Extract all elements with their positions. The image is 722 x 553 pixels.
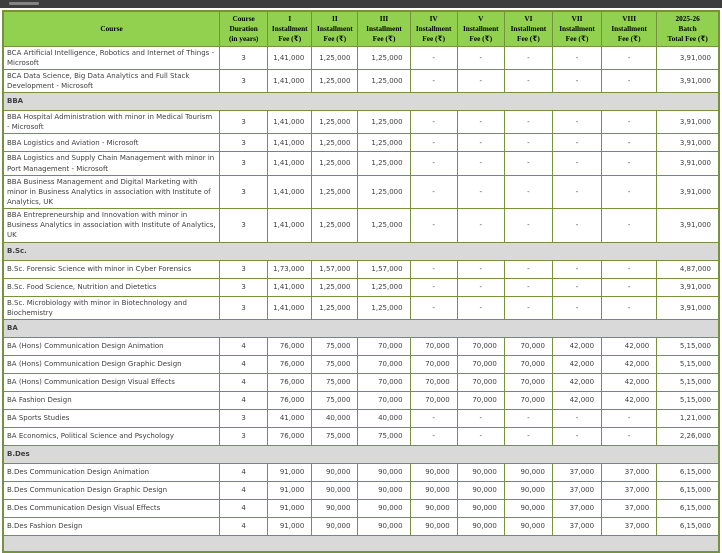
installment-fee-cell-5: 90,000 — [457, 517, 504, 535]
course-name-cell: BA Fashion Design — [3, 391, 220, 409]
duration-cell: 4 — [220, 337, 268, 355]
total-fee-cell: 4,87,000 — [657, 260, 719, 278]
installment-fee-cell-5: - — [457, 175, 504, 208]
column-header-line: Fee (₹) — [617, 33, 641, 43]
installment-fee-cell-6: - — [504, 278, 552, 296]
column-header-inst-1 — [268, 11, 312, 46]
installment-fee-cell-2: 90,000 — [312, 517, 358, 535]
course-name-cell: BA (Hons) Communication Design Graphic Design — [3, 355, 220, 373]
installment-fee-cell-6: - — [504, 209, 552, 242]
installment-fee-cell-2: 1,25,000 — [312, 209, 358, 242]
column-header-inst-4 — [410, 11, 457, 46]
installment-fee-cell-3: 1,25,000 — [358, 134, 410, 152]
installment-fee-cell-3: 90,000 — [358, 463, 410, 481]
installment-fee-cell-6: - — [504, 69, 552, 92]
column-header-line: Fee (₹) — [278, 33, 302, 43]
installment-fee-cell-7: - — [552, 111, 601, 134]
table-header — [3, 11, 719, 46]
column-header-line: VII — [571, 14, 583, 23]
installment-fee-cell-5: - — [457, 278, 504, 296]
section-row — [3, 319, 719, 337]
installment-fee-cell-7: - — [552, 427, 601, 445]
installment-fee-cell-7: 42,000 — [552, 337, 601, 355]
installment-fee-cell-3: 1,57,000 — [358, 260, 410, 278]
installment-fee-cell-6: 70,000 — [504, 391, 552, 409]
total-fee-cell: 3,91,000 — [657, 111, 719, 134]
installment-fee-cell-3: 90,000 — [358, 499, 410, 517]
installment-fee-cell-2: 75,000 — [312, 337, 358, 355]
total-fee-cell: 5,15,000 — [657, 337, 719, 355]
installment-fee-cell-4: - — [410, 175, 457, 208]
installment-fee-cell-1: 91,000 — [268, 463, 312, 481]
installment-fee-cell-3: 90,000 — [358, 481, 410, 499]
installment-fee-cell-1: 1,41,000 — [268, 278, 312, 296]
installment-fee-cell-1: 91,000 — [268, 499, 312, 517]
installment-fee-cell-5: - — [457, 260, 504, 278]
column-header-line: Course — [100, 23, 123, 33]
partial-section-row — [3, 535, 719, 552]
installment-fee-cell-4: - — [410, 427, 457, 445]
duration-cell: 4 — [220, 463, 268, 481]
course-name-cell: BBA Logistics and Supply Chain Management with minor in Port Management - Microsoft — [3, 152, 220, 175]
installment-fee-cell-7: - — [552, 278, 601, 296]
column-header-line: Installment — [415, 23, 452, 33]
partial-section-cell — [3, 535, 719, 552]
installment-fee-cell-8: - — [602, 296, 657, 319]
total-fee-cell: 3,91,000 — [657, 209, 719, 242]
installment-fee-cell-8: - — [602, 111, 657, 134]
installment-fee-cell-7: 37,000 — [552, 463, 601, 481]
duration-cell: 3 — [220, 134, 268, 152]
column-header-line: I — [288, 14, 292, 23]
installment-fee-cell-2: 40,000 — [312, 409, 358, 427]
installment-fee-cell-5: - — [457, 409, 504, 427]
installment-fee-cell-6: 90,000 — [504, 499, 552, 517]
installment-fee-cell-5: 90,000 — [457, 463, 504, 481]
installment-fee-cell-3: 1,25,000 — [358, 209, 410, 242]
installment-fee-cell-4: 70,000 — [410, 391, 457, 409]
duration-cell: 4 — [220, 481, 268, 499]
installment-fee-cell-5: 90,000 — [457, 481, 504, 499]
installment-fee-cell-7: 37,000 — [552, 481, 601, 499]
column-header-line: V — [478, 14, 484, 23]
course-row — [3, 409, 719, 427]
column-header-line: Batch — [678, 23, 697, 33]
installment-fee-cell-2: 75,000 — [312, 427, 358, 445]
installment-fee-cell-5: - — [457, 152, 504, 175]
installment-fee-cell-3: 1,25,000 — [358, 175, 410, 208]
installment-fee-cell-5: - — [457, 134, 504, 152]
course-row — [3, 46, 719, 69]
course-name-cell: BBA Business Management and Digital Marketing with minor in Business Analytics in association with Institute of Analytics, UK — [3, 175, 220, 208]
installment-fee-cell-8: 37,000 — [602, 499, 657, 517]
column-header-line: Fee (₹) — [372, 33, 396, 43]
course-name-cell: B.Sc. Forensic Science with minor in Cyber Forensics — [3, 260, 220, 278]
column-header-line: Fee (₹) — [323, 33, 347, 43]
installment-fee-cell-7: - — [552, 260, 601, 278]
duration-cell: 4 — [220, 355, 268, 373]
duration-cell: 3 — [220, 278, 268, 296]
installment-fee-cell-3: 1,25,000 — [358, 69, 410, 92]
installment-fee-cell-8: 42,000 — [602, 391, 657, 409]
course-name-cell: B.Des Fashion Design — [3, 517, 220, 535]
installment-fee-cell-6: - — [504, 409, 552, 427]
installment-fee-cell-4: - — [410, 260, 457, 278]
installment-fee-cell-1: 1,41,000 — [268, 296, 312, 319]
table-body — [3, 46, 719, 552]
viewer-top-bar — [0, 0, 722, 8]
installment-fee-cell-3: 1,25,000 — [358, 278, 410, 296]
total-fee-cell: 6,15,000 — [657, 481, 719, 499]
installment-fee-cell-1: 1,41,000 — [268, 152, 312, 175]
duration-cell: 3 — [220, 260, 268, 278]
course-fee-table — [2, 10, 720, 553]
installment-fee-cell-2: 1,57,000 — [312, 260, 358, 278]
installment-fee-cell-5: - — [457, 69, 504, 92]
duration-cell: 4 — [220, 499, 268, 517]
course-row — [3, 296, 719, 319]
duration-cell: 3 — [220, 46, 268, 69]
installment-fee-cell-1: 76,000 — [268, 373, 312, 391]
duration-cell: 3 — [220, 175, 268, 208]
installment-fee-cell-8: 37,000 — [602, 517, 657, 535]
section-label: BBA — [3, 93, 719, 111]
course-name-cell: B.Des Communication Design Visual Effects — [3, 499, 220, 517]
duration-cell: 3 — [220, 152, 268, 175]
course-row — [3, 260, 719, 278]
column-header-line: Installment — [611, 23, 647, 33]
installment-fee-cell-6: - — [504, 46, 552, 69]
installment-fee-cell-6: - — [504, 427, 552, 445]
installment-fee-cell-3: 40,000 — [358, 409, 410, 427]
installment-fee-cell-1: 91,000 — [268, 517, 312, 535]
installment-fee-cell-2: 1,25,000 — [312, 134, 358, 152]
course-row — [3, 209, 719, 242]
column-header-course — [3, 11, 220, 46]
duration-cell: 3 — [220, 296, 268, 319]
installment-fee-cell-6: 70,000 — [504, 355, 552, 373]
column-header-inst-2 — [312, 11, 358, 46]
total-fee-cell: 6,15,000 — [657, 499, 719, 517]
column-header-line: VI — [524, 14, 533, 23]
installment-fee-cell-4: - — [410, 409, 457, 427]
viewer-top-bar-artifact — [9, 2, 39, 5]
section-row — [3, 242, 719, 260]
column-header-line: Fee (₹) — [469, 33, 493, 43]
course-row — [3, 427, 719, 445]
installment-fee-cell-8: 42,000 — [602, 355, 657, 373]
course-row — [3, 481, 719, 499]
installment-fee-cell-2: 75,000 — [312, 373, 358, 391]
installment-fee-cell-4: 70,000 — [410, 373, 457, 391]
course-row — [3, 373, 719, 391]
installment-fee-cell-2: 90,000 — [312, 481, 358, 499]
column-header-line: Fee (₹) — [422, 33, 445, 43]
installment-fee-cell-1: 1,41,000 — [268, 134, 312, 152]
installment-fee-cell-2: 1,25,000 — [312, 296, 358, 319]
column-header-line: (in years) — [228, 33, 259, 43]
total-fee-cell: 1,21,000 — [657, 409, 719, 427]
installment-fee-cell-8: - — [602, 278, 657, 296]
course-row — [3, 463, 719, 481]
installment-fee-cell-8: - — [602, 175, 657, 208]
installment-fee-cell-5: - — [457, 46, 504, 69]
installment-fee-cell-3: 70,000 — [358, 355, 410, 373]
column-header-inst-6 — [504, 11, 552, 46]
installment-fee-cell-4: 90,000 — [410, 481, 457, 499]
installment-fee-cell-4: - — [410, 46, 457, 69]
course-row — [3, 69, 719, 92]
course-row — [3, 337, 719, 355]
total-fee-cell: 5,15,000 — [657, 391, 719, 409]
installment-fee-cell-4: 90,000 — [410, 517, 457, 535]
installment-fee-cell-4: 70,000 — [410, 337, 457, 355]
total-fee-cell: 6,15,000 — [657, 463, 719, 481]
total-fee-cell: 3,91,000 — [657, 152, 719, 175]
course-row — [3, 355, 719, 373]
duration-cell: 4 — [220, 391, 268, 409]
installment-fee-cell-4: - — [410, 111, 457, 134]
installment-fee-cell-6: - — [504, 296, 552, 319]
column-header-line: 2025-26 — [675, 14, 700, 23]
column-header-line: Installment — [366, 23, 402, 33]
installment-fee-cell-8: - — [602, 209, 657, 242]
column-header-inst-7 — [552, 11, 601, 46]
installment-fee-cell-6: 90,000 — [504, 481, 552, 499]
course-name-cell: B.Des Communication Design Animation — [3, 463, 220, 481]
installment-fee-cell-5: 70,000 — [457, 391, 504, 409]
course-row — [3, 278, 719, 296]
total-fee-cell: 3,91,000 — [657, 134, 719, 152]
installment-fee-cell-7: 42,000 — [552, 373, 601, 391]
installment-fee-cell-3: 1,25,000 — [358, 46, 410, 69]
installment-fee-cell-4: - — [410, 296, 457, 319]
installment-fee-cell-2: 90,000 — [312, 499, 358, 517]
total-fee-cell: 3,91,000 — [657, 69, 719, 92]
installment-fee-cell-6: 90,000 — [504, 517, 552, 535]
installment-fee-cell-1: 1,41,000 — [268, 111, 312, 134]
course-name-cell: BA Sports Studies — [3, 409, 220, 427]
installment-fee-cell-8: - — [602, 152, 657, 175]
column-header-line: Total Fee (₹) — [667, 33, 708, 43]
installment-fee-cell-5: - — [457, 209, 504, 242]
installment-fee-cell-2: 1,25,000 — [312, 111, 358, 134]
column-header-line: II — [332, 14, 338, 23]
installment-fee-cell-8: - — [602, 260, 657, 278]
installment-fee-cell-1: 1,41,000 — [268, 209, 312, 242]
column-header-line: IV — [429, 14, 438, 23]
course-name-cell: BA (Hons) Communication Design Visual Effects — [3, 373, 220, 391]
column-header-line: Duration — [229, 23, 258, 33]
installment-fee-cell-3: 90,000 — [358, 517, 410, 535]
course-name-cell: BCA Artificial Intelligence, Robotics and Internet of Things - Microsoft — [3, 46, 220, 69]
installment-fee-cell-4: 70,000 — [410, 355, 457, 373]
installment-fee-cell-7: - — [552, 409, 601, 427]
course-row — [3, 111, 719, 134]
total-fee-cell: 5,15,000 — [657, 373, 719, 391]
installment-fee-cell-8: 37,000 — [602, 481, 657, 499]
installment-fee-cell-8: - — [602, 46, 657, 69]
installment-fee-cell-6: - — [504, 111, 552, 134]
installment-fee-cell-2: 1,25,000 — [312, 175, 358, 208]
duration-cell: 4 — [220, 517, 268, 535]
installment-fee-cell-3: 1,25,000 — [358, 152, 410, 175]
total-fee-cell: 3,91,000 — [657, 296, 719, 319]
column-header-inst-8 — [602, 11, 657, 46]
duration-cell: 3 — [220, 409, 268, 427]
installment-fee-cell-6: 70,000 — [504, 337, 552, 355]
installment-fee-cell-1: 76,000 — [268, 427, 312, 445]
total-fee-cell: 6,15,000 — [657, 517, 719, 535]
installment-fee-cell-2: 90,000 — [312, 463, 358, 481]
course-row — [3, 391, 719, 409]
installment-fee-cell-7: 42,000 — [552, 391, 601, 409]
column-header-line: III — [379, 14, 389, 23]
installment-fee-cell-6: 90,000 — [504, 463, 552, 481]
installment-fee-cell-4: - — [410, 152, 457, 175]
installment-fee-cell-6: - — [504, 152, 552, 175]
column-header-total — [657, 11, 719, 46]
duration-cell: 3 — [220, 69, 268, 92]
section-label: BA — [3, 319, 719, 337]
installment-fee-cell-1: 41,000 — [268, 409, 312, 427]
course-name-cell: BCA Data Science, Big Data Analytics and Full Stack Development - Microsoft — [3, 69, 220, 92]
installment-fee-cell-5: 70,000 — [457, 355, 504, 373]
duration-cell: 3 — [220, 209, 268, 242]
section-label: B.Des — [3, 445, 719, 463]
total-fee-cell: 3,91,000 — [657, 46, 719, 69]
installment-fee-cell-3: 1,25,000 — [358, 296, 410, 319]
installment-fee-cell-1: 1,73,000 — [268, 260, 312, 278]
installment-fee-cell-5: 70,000 — [457, 337, 504, 355]
total-fee-cell: 3,91,000 — [657, 278, 719, 296]
installment-fee-cell-8: 37,000 — [602, 463, 657, 481]
course-row — [3, 175, 719, 208]
column-header-line: Installment — [510, 23, 547, 33]
installment-fee-cell-4: - — [410, 69, 457, 92]
column-header-line: Installment — [271, 23, 308, 33]
installment-fee-cell-6: - — [504, 260, 552, 278]
column-header-line: Installment — [317, 23, 353, 33]
total-fee-cell: 2,26,000 — [657, 427, 719, 445]
course-row — [3, 499, 719, 517]
installment-fee-cell-8: - — [602, 69, 657, 92]
installment-fee-cell-7: - — [552, 296, 601, 319]
installment-fee-cell-7: - — [552, 134, 601, 152]
installment-fee-cell-7: 37,000 — [552, 499, 601, 517]
installment-fee-cell-2: 1,25,000 — [312, 46, 358, 69]
duration-cell: 3 — [220, 111, 268, 134]
installment-fee-cell-2: 75,000 — [312, 391, 358, 409]
installment-fee-cell-8: 42,000 — [602, 337, 657, 355]
installment-fee-cell-5: 70,000 — [457, 373, 504, 391]
installment-fee-cell-7: - — [552, 46, 601, 69]
installment-fee-cell-5: - — [457, 111, 504, 134]
installment-fee-cell-7: - — [552, 209, 601, 242]
installment-fee-cell-2: 1,25,000 — [312, 152, 358, 175]
column-header-duration — [220, 11, 268, 46]
course-row — [3, 152, 719, 175]
installment-fee-cell-1: 76,000 — [268, 391, 312, 409]
installment-fee-cell-4: 90,000 — [410, 463, 457, 481]
installment-fee-cell-3: 70,000 — [358, 391, 410, 409]
installment-fee-cell-3: 70,000 — [358, 373, 410, 391]
course-name-cell: BA (Hons) Communication Design Animation — [3, 337, 220, 355]
installment-fee-cell-5: - — [457, 427, 504, 445]
installment-fee-cell-6: 70,000 — [504, 373, 552, 391]
section-row — [3, 445, 719, 463]
column-header-inst-3 — [358, 11, 410, 46]
installment-fee-cell-7: - — [552, 175, 601, 208]
installment-fee-cell-4: 90,000 — [410, 499, 457, 517]
installment-fee-cell-4: - — [410, 278, 457, 296]
course-row — [3, 134, 719, 152]
course-name-cell: BBA Entrepreneurship and Innovation with minor in Business Analytics in association with Institute of Analytics, UK — [3, 209, 220, 242]
section-label: B.Sc. — [3, 242, 719, 260]
course-row — [3, 517, 719, 535]
column-header-line: Fee (₹) — [565, 33, 589, 43]
installment-fee-cell-1: 76,000 — [268, 355, 312, 373]
column-header-line: Installment — [559, 23, 595, 33]
column-header-line: Fee (₹) — [517, 33, 540, 43]
installment-fee-cell-7: 37,000 — [552, 517, 601, 535]
course-name-cell: BBA Hospital Administration with minor in Medical Tourism - Microsoft — [3, 111, 220, 134]
installment-fee-cell-5: 90,000 — [457, 499, 504, 517]
duration-cell: 4 — [220, 373, 268, 391]
total-fee-cell: 5,15,000 — [657, 355, 719, 373]
installment-fee-cell-4: - — [410, 209, 457, 242]
course-name-cell: BA Economics, Political Science and Psychology — [3, 427, 220, 445]
installment-fee-cell-1: 76,000 — [268, 337, 312, 355]
total-fee-cell: 3,91,000 — [657, 175, 719, 208]
course-name-cell: B.Sc. Food Science, Nutrition and Dietetics — [3, 278, 220, 296]
duration-cell: 3 — [220, 427, 268, 445]
column-header-inst-5 — [457, 11, 504, 46]
course-name-cell: BBA Logistics and Aviation - Microsoft — [3, 134, 220, 152]
installment-fee-cell-3: 1,25,000 — [358, 111, 410, 134]
installment-fee-cell-1: 91,000 — [268, 481, 312, 499]
course-name-cell: B.Des Communication Design Graphic Design — [3, 481, 220, 499]
installment-fee-cell-3: 75,000 — [358, 427, 410, 445]
installment-fee-cell-8: - — [602, 427, 657, 445]
installment-fee-cell-5: - — [457, 296, 504, 319]
installment-fee-cell-7: - — [552, 152, 601, 175]
installment-fee-cell-6: - — [504, 134, 552, 152]
installment-fee-cell-3: 70,000 — [358, 337, 410, 355]
installment-fee-cell-7: 42,000 — [552, 355, 601, 373]
installment-fee-cell-8: 42,000 — [602, 373, 657, 391]
installment-fee-cell-7: - — [552, 69, 601, 92]
installment-fee-cell-1: 1,41,000 — [268, 69, 312, 92]
installment-fee-cell-8: - — [602, 134, 657, 152]
column-header-line: VIII — [622, 14, 637, 23]
course-name-cell: B.Sc. Microbiology with minor in Biotechnology and Biochemistry — [3, 296, 220, 319]
installment-fee-cell-8: - — [602, 409, 657, 427]
installment-fee-cell-2: 1,25,000 — [312, 69, 358, 92]
column-header-line: Installment — [462, 23, 499, 33]
installment-fee-cell-1: 1,41,000 — [268, 175, 312, 208]
installment-fee-cell-2: 1,25,000 — [312, 278, 358, 296]
installment-fee-cell-6: - — [504, 175, 552, 208]
column-header-line: Course — [232, 14, 255, 23]
installment-fee-cell-1: 1,41,000 — [268, 46, 312, 69]
installment-fee-cell-4: - — [410, 134, 457, 152]
section-row — [3, 93, 719, 111]
installment-fee-cell-2: 75,000 — [312, 355, 358, 373]
